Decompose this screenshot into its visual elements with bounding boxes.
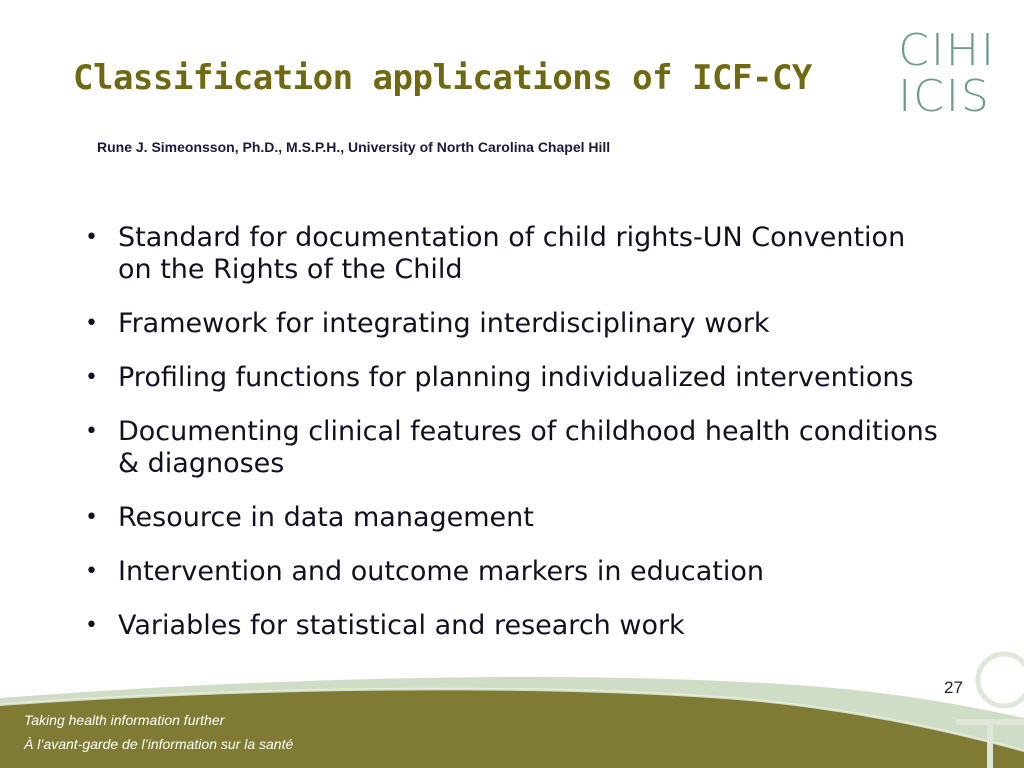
footer-tagline-en: Taking health information further — [24, 712, 225, 728]
bullet-marker: • — [85, 419, 98, 444]
bullet-text: Resource in data management — [118, 502, 534, 533]
bullet-marker: • — [85, 311, 98, 336]
slide-title: Classification applications of ICF-CY — [73, 58, 812, 98]
logo-line-icis: ICIS — [898, 71, 991, 122]
author-credit: Rune J. Simeonsson, Ph.D., M.S.P.H., University of North Carolina Chapel Hill — [97, 139, 611, 155]
logo-line-cihi: CIHI — [898, 25, 996, 76]
footer-tagline-fr: À l’avant-garde de l’information sur la santé — [24, 736, 294, 752]
bullet-text: Framework for integrating interdisciplinary work — [118, 308, 770, 339]
bullet-item — [82, 610, 942, 642]
bullet-item — [82, 556, 942, 588]
bullet-item — [82, 502, 942, 534]
bullet-item — [82, 416, 942, 480]
bullet-marker: • — [85, 613, 98, 638]
bullet-text: Variables for statistical and research work — [118, 610, 685, 641]
bullet-list — [82, 222, 942, 664]
bullet-text: Documenting clinical features of childhood health conditions & diagnoses — [118, 416, 938, 479]
bullet-marker: • — [85, 559, 98, 584]
bullet-item — [82, 362, 942, 394]
bullet-item — [82, 222, 942, 286]
bullet-text: Standard for documentation of child rights-UN Convention on the Rights of the Child — [118, 222, 906, 285]
cihi-icis-logo — [898, 25, 996, 122]
bullet-text: Intervention and outcome markers in education — [118, 556, 764, 587]
bullet-item — [82, 308, 942, 340]
page-number: 27 — [944, 678, 963, 697]
bullet-marker: • — [85, 225, 98, 250]
bullet-marker: • — [85, 365, 98, 390]
decorative-circle-icon — [978, 654, 1024, 706]
bullet-marker: • — [85, 505, 98, 530]
bullet-text: Profiling functions for planning individualized interventions — [118, 362, 914, 393]
